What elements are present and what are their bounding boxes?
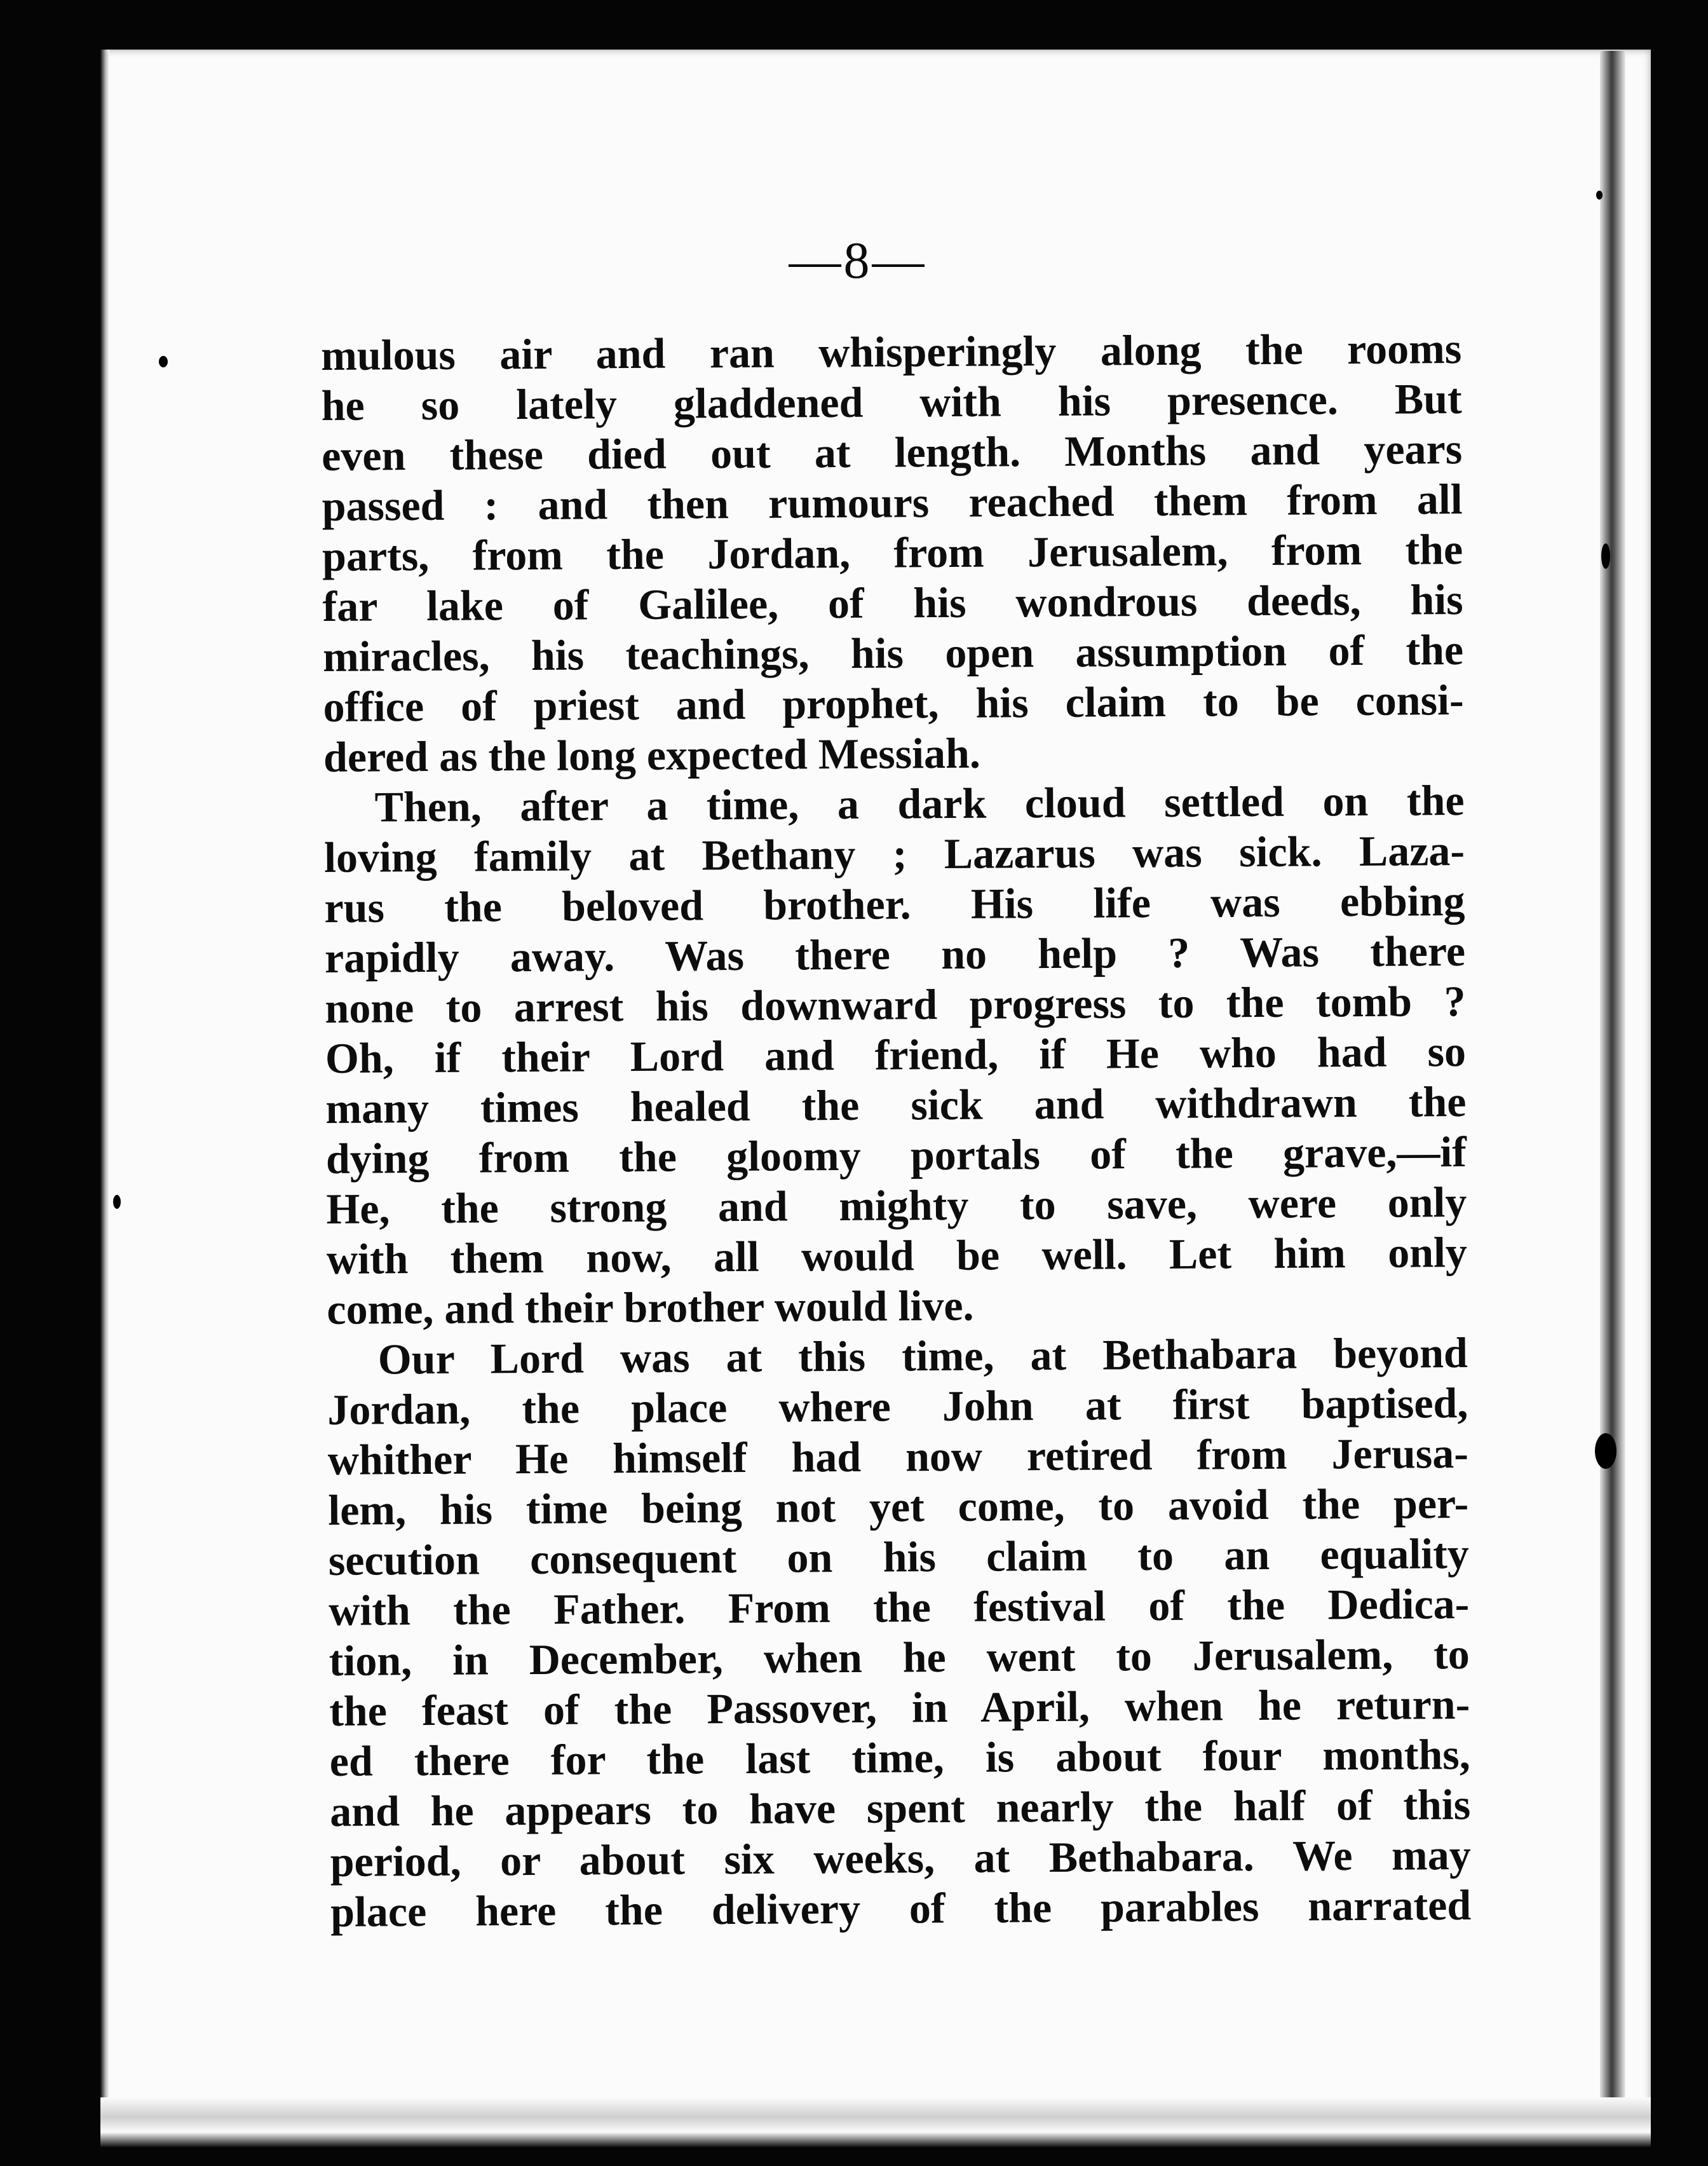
body-text [321, 324, 1471, 1937]
paragraph-3 [327, 1328, 1472, 1937]
ink-speck [113, 1195, 121, 1209]
text-line: office of priest and prophet, his claim to be consi- [323, 676, 1464, 731]
text-line: dying from the gloomy portals of the grave,—if [325, 1127, 1467, 1183]
text-line: tion, in December, when he went to Jerusalem, to [329, 1629, 1470, 1685]
text-line: Our Lord was at this time, at Bethabara beyond [377, 1328, 1468, 1384]
text-line: far lake of Galilee, of his wondrous deeds, his [322, 575, 1463, 630]
text-line: loving family at Bethany ; Lazarus was sick. Laza- [323, 826, 1465, 882]
text-line: period, or about six weeks, at Bethabara. We may [330, 1830, 1471, 1886]
text-line: with them now, all would be well. Let him only [326, 1228, 1468, 1283]
text-line: come, and their brother would live. [327, 1281, 974, 1333]
ink-speck [159, 356, 168, 367]
text-line: Jordan, the place where John at first baptised, [327, 1379, 1468, 1434]
text-line: rapidly away. Was there no help ? Was there [324, 927, 1466, 982]
text-line: He, the strong and mighty to save, were only [326, 1178, 1467, 1233]
text-line: mulous air and ran whisperingly along the rooms [321, 324, 1462, 379]
ink-speck [1596, 191, 1603, 200]
text-line: and he appears to have spent nearly the half of this [330, 1780, 1471, 1836]
text-line: with the Father. From the festival of the Dedica- [329, 1579, 1470, 1635]
text-line: ed there for the last time, is about four months, [329, 1729, 1470, 1785]
text-line: many times healed the sick and withdrawn the [325, 1077, 1467, 1133]
page-left-edge [100, 50, 109, 2147]
ink-speck [1601, 543, 1610, 569]
text-line: passed : and then rumours reached them from all [322, 475, 1463, 530]
text-line: place here the delivery of the parables narrated [330, 1880, 1472, 1936]
text-line: whither He himself had now retired from Jerusa- [327, 1429, 1469, 1484]
page-number: —8— [789, 231, 927, 289]
text-line: rus the beloved brother. His life was ebbing [324, 876, 1465, 932]
page-bottom-edge [100, 2097, 1651, 2147]
paragraph-1 [321, 324, 1464, 782]
text-line: even these died out at length. Months and years [321, 425, 1463, 480]
paragraph-2 [323, 775, 1467, 1335]
text-line: parts, from the Jordan, from Jerusalem, from the [322, 525, 1463, 580]
text-line: Then, after a time, a dark cloud settled on the [374, 776, 1465, 831]
page-binding-shadow [1600, 51, 1625, 2142]
text-line: dered as the long expected Messiah. [323, 728, 981, 781]
text-line: none to arrest his downward progress to the tomb ? [325, 977, 1466, 1032]
text-line: Oh, if their Lord and friend, if He who had so [325, 1027, 1467, 1082]
text-line: he so lately gladdened with his presence. But [321, 374, 1462, 430]
text-line: miracles, his teachings, his open assumption of the [322, 625, 1464, 681]
text-line: the feast of the Passover, in April, when he return- [329, 1679, 1470, 1735]
text-line: secution consequent on his claim to an equality [328, 1529, 1470, 1584]
text-line: lem, his time being not yet come, to avoid the per- [328, 1479, 1469, 1534]
ink-speck [1595, 1433, 1616, 1469]
